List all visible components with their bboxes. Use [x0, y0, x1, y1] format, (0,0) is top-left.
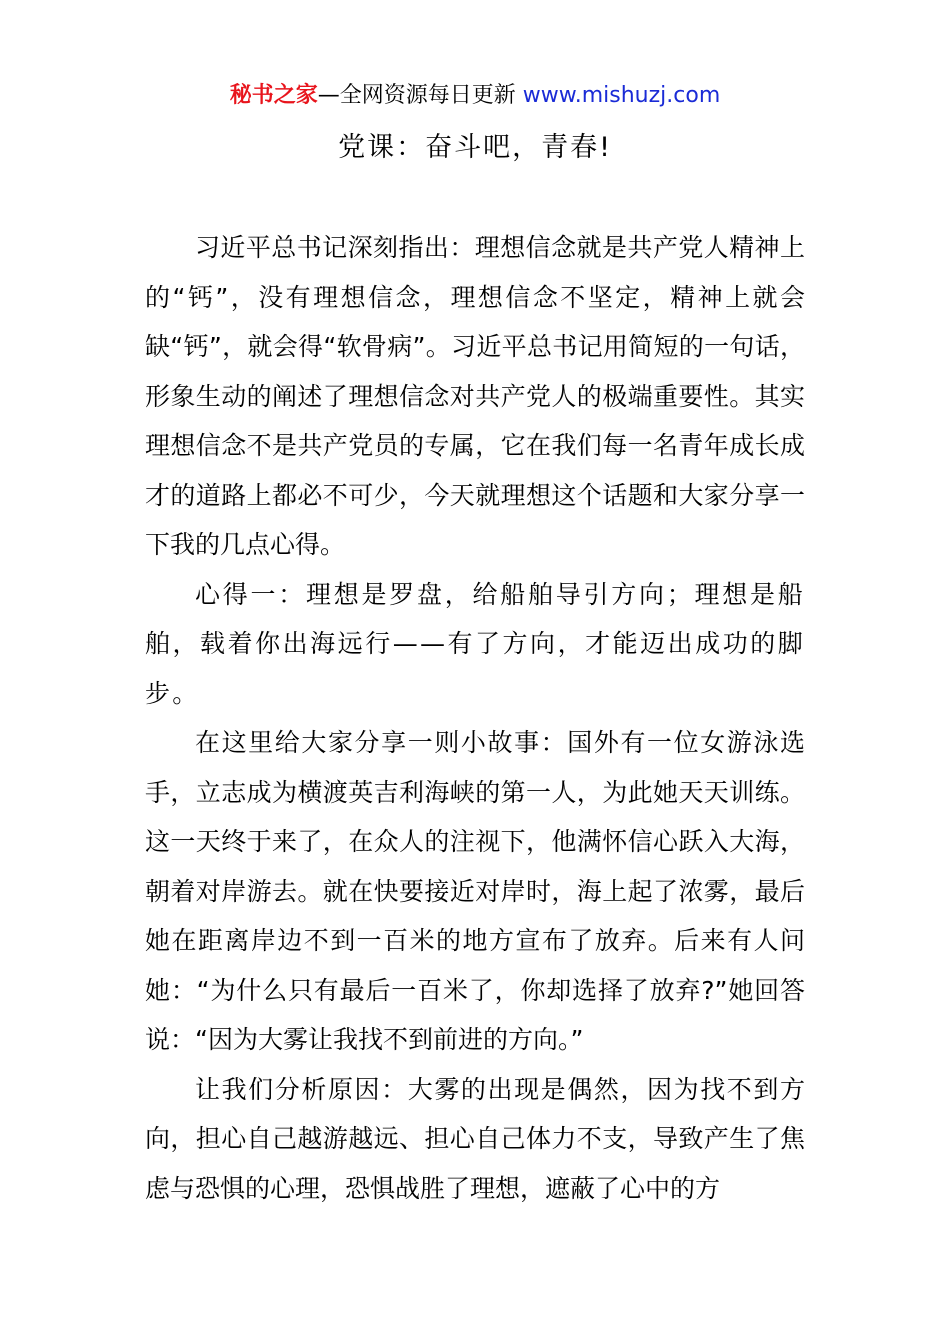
site-header	[0, 80, 950, 112]
site-url-link[interactable]: www.mishuzj.com	[522, 83, 721, 108]
paragraph-intro: 习近平总书记深刻指出：理想信念就是共产党人精神上的“钙”，没有理想信念，理想信念不坚定，精神上就会缺“钙”，就会得“软骨病”。习近平总书记用简短的一句话，形象生动的阐述了理想信念对共产党人的极端重要性。其实理想信念不是共产党员的专属，它在我们每一名青年成长成才的道路上都必不可少，今天就理想这个话题和大家分享一下我的几点心得。	[145, 233, 805, 559]
document-body	[145, 223, 805, 1213]
brand-name: 秘书之家	[229, 83, 318, 108]
paragraph-insight-one: 心得一：理想是罗盘，给船舶导引方向；理想是船舶，载着你出海远行——有了方向，才能迈出成功的脚步。	[145, 579, 805, 708]
header-tagline: —全网资源每日更新	[317, 83, 516, 108]
paragraph-analysis: 让我们分析原因：大雾的出现是偶然，因为找不到方向，担心自己越游越远、担心自己体力不支，导致产生了焦虑与恐惧的心理，恐惧战胜了理想，遮蔽了心中的方	[145, 1074, 805, 1203]
paragraph-story: 在这里给大家分享一则小故事：国外有一位女游泳选手，立志成为横渡英吉利海峡的第一人，为此她天天训练。这一天终于来了，在众人的注视下，他满怀信心跃入大海，朝着对岸游去。就在快要接近对岸时，海上起了浓雾，最后她在距离岸边不到一百米的地方宣布了放弃。后来有人问她：“为什么只有最后一百米了，你却选择了放弃?”她回答说：“因为大雾让我找不到前进的方向。”	[145, 728, 805, 1054]
document-title: 党课：奋斗吧，青春!	[338, 132, 612, 163]
